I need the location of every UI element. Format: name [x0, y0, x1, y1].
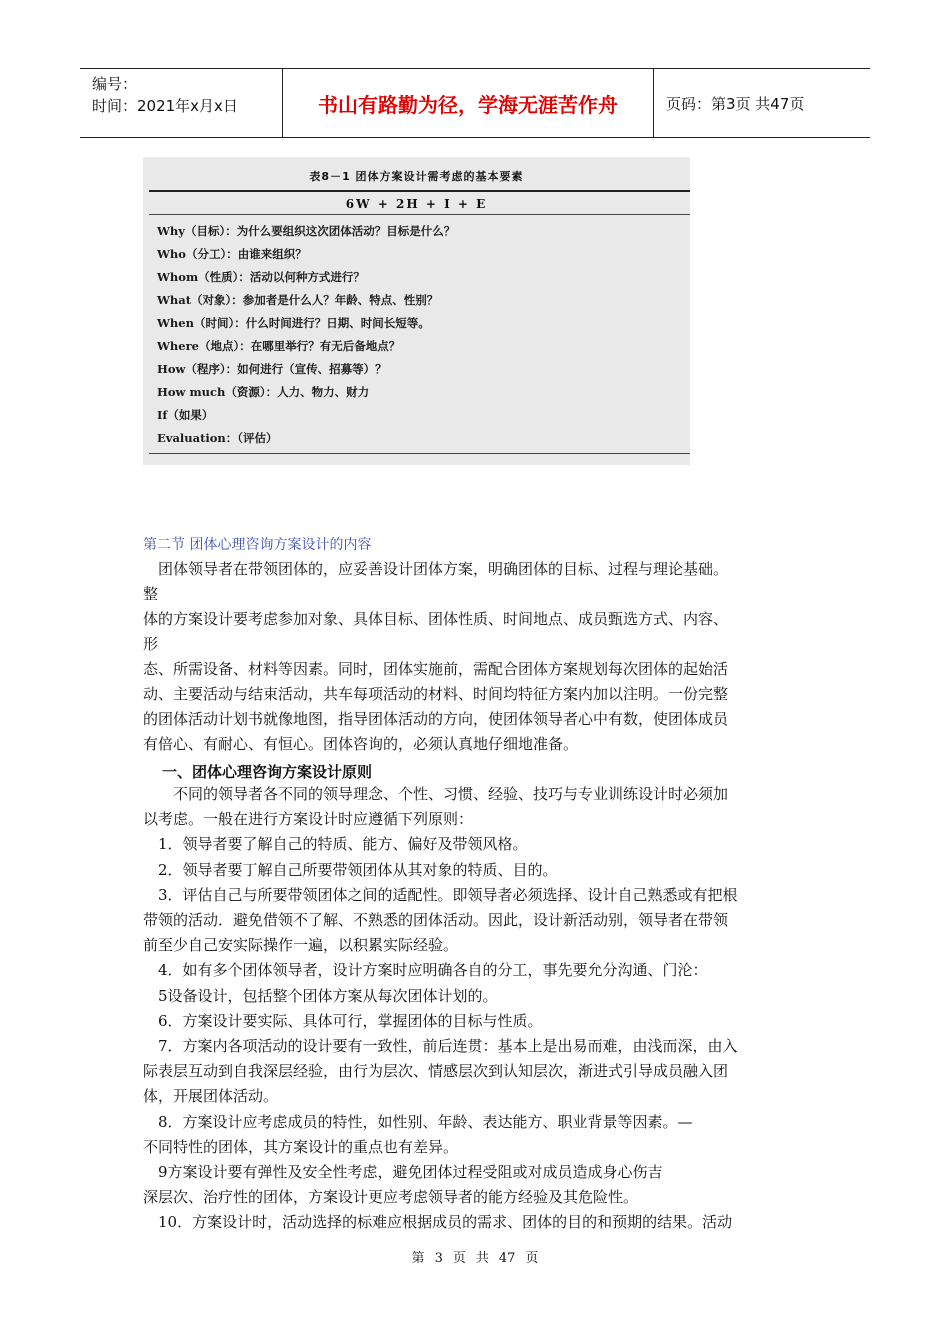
list-item: 8．方案设计应考虑成员的特性，如性别、年龄、表达能方、职业背景等因素。—: [143, 1112, 693, 1131]
time-label: 时间：2021年x月x日: [92, 97, 238, 115]
motto-text: 书山有路勤为径，学海无涯苦作舟: [318, 92, 618, 117]
intro-paragraph: [143, 557, 810, 757]
text-line: 团体领导者在带领团体的，应妥善设计团体方案，明确团体的目标、过程与理论基础。: [143, 560, 729, 578]
footer-ye: 页: [452, 1251, 466, 1266]
text-line: 有倍心、有耐心、有恒心。团体咨询的，必须认真地仔细地准备。: [143, 735, 579, 753]
table-caption: 表8－1 团体方案设计需考虑的基本要素: [309, 170, 524, 183]
heading-principles: 一、团体心理咨询方案设计原则: [162, 763, 373, 781]
footer-di: 第: [411, 1251, 425, 1266]
text-line: 整: [143, 585, 159, 603]
text-line: 的团体活动计划书就像地图，指导团体活动的方向，使团体领导者心中有数，使团体成员: [143, 710, 729, 728]
page-counter: 页码：第3页 共47页: [666, 94, 805, 113]
list-item: 3．评估自己与所要带领团体之间的适配性。即领导者必须选择、设计自己熟悉或有把根: [143, 885, 738, 904]
number-label: 编号：: [92, 75, 138, 93]
principles-list: [143, 782, 810, 1236]
page-header: [80, 68, 870, 138]
footer-gong: 共: [475, 1251, 489, 1266]
table-row: If（如果）: [157, 408, 214, 422]
list-item: 7．方案内各项活动的设计要有一致性，前后连贯：基本上是出易而难，由浅而深，由入: [143, 1037, 738, 1056]
table-top-rule: [149, 190, 690, 192]
text-line: 动、主要活动与结束活动，共车每项活动的材料、时间均特征方案内加以注明。一份完整: [143, 685, 729, 703]
text-line: 不同的领导者各不同的领导理念、个性、习惯、经验、技巧与专业训练设计时必须加: [143, 785, 729, 803]
text-line: 不同特性的团体，其方案设计的重点也有差异。: [143, 1137, 459, 1156]
table-row: How（程序）：如何进行（宣传、招募等）？: [157, 362, 387, 376]
header-meta: [80, 69, 283, 137]
text-line: 深层次、治疗性的团体，方案设计更应考虑领导者的能方经验及其危险性。: [143, 1188, 639, 1207]
header-motto-cell: [283, 69, 654, 137]
list-item: 1．领导者要了解自己的特质、能方、偏好及带领风格。: [143, 835, 528, 854]
table-row: Who（分工）：由谁来组织？: [157, 247, 307, 261]
table-formula: 6W + 2H + I + E: [345, 197, 488, 211]
table-row: How much（资源）：人力、物力、财力: [157, 385, 370, 399]
list-item: 10．方案设计时，活动选择的标难应根据成员的需求、团体的目的和预期的结果。活动: [143, 1213, 733, 1232]
table-mid-rule: [149, 214, 690, 215]
list-item: 2．领导者要丁解自己所要带领团体从其对象的特质、目的。: [143, 860, 558, 879]
list-item: 5设备设计，包括整个团体方案从每次团体计划的。: [143, 986, 498, 1005]
text-line: 体，开展团体活动。: [143, 1087, 279, 1106]
table-row: Evaluation：（评估）: [157, 431, 278, 445]
text-line: 带领的活动．避免借领不了解、不熟悉的团体活动。因此，设计新活动别，领导者在带领: [143, 911, 729, 930]
text-line: 形: [143, 635, 159, 653]
list-item: 4．如有多个团体领导者，设计方案时应明确各自的分工，事先要允分沟通、门沦：: [143, 961, 708, 980]
table-row: Why（目标）：为什么要组织这次团体活动？目标是什么？: [157, 224, 456, 238]
text-line: 前至少自己安实际操作一遍，以积累实际经验。: [143, 936, 459, 955]
section-title: 第二节 团体心理咨询方案设计的内容: [143, 537, 372, 553]
footer-page-number: 3: [434, 1251, 443, 1266]
list-item: 6．方案设计要实际、具体可行，掌握团体的目标与性质。: [143, 1011, 543, 1030]
footer-ye: 页: [525, 1251, 539, 1266]
table-row: Where（地点）：在哪里举行？有无后备地点？: [157, 339, 401, 353]
table-row: What（对象）：参加者是什么人？年龄、特点、性别？: [157, 293, 439, 307]
text-line: 态、所需设备、材料等因素。同时，团体实施前，需配合团体方案规划每次团体的起始活: [143, 660, 729, 678]
text-line: 以考虑。一般在进行方案设计时应遵循下列原则：: [143, 810, 474, 829]
text-line: 际表层互动到自我深层经验，由行为层次、情感层次到认知层次，渐进式引导成员融入团: [143, 1062, 729, 1081]
scanned-table-image: [143, 157, 690, 465]
table-row: Whom（性质）：活动以何种方式进行？: [157, 270, 365, 284]
table-bottom-rule: [149, 453, 690, 454]
footer-total-pages: 47: [498, 1251, 516, 1266]
list-item: 9方案设计要有弹性及安全性考虑，避免团体过程受阻或对成员造成身心伤吉: [143, 1163, 663, 1182]
table-rows: [157, 220, 455, 450]
text-line: 体的方案设计要考虑参加对象、具体目标、团体性质、时间地点、成员甄选方式、内容、: [143, 610, 729, 628]
page-footer: [0, 1247, 950, 1266]
table-row: When（时间）：什么时间进行？日期、时间长短等。: [157, 316, 430, 330]
